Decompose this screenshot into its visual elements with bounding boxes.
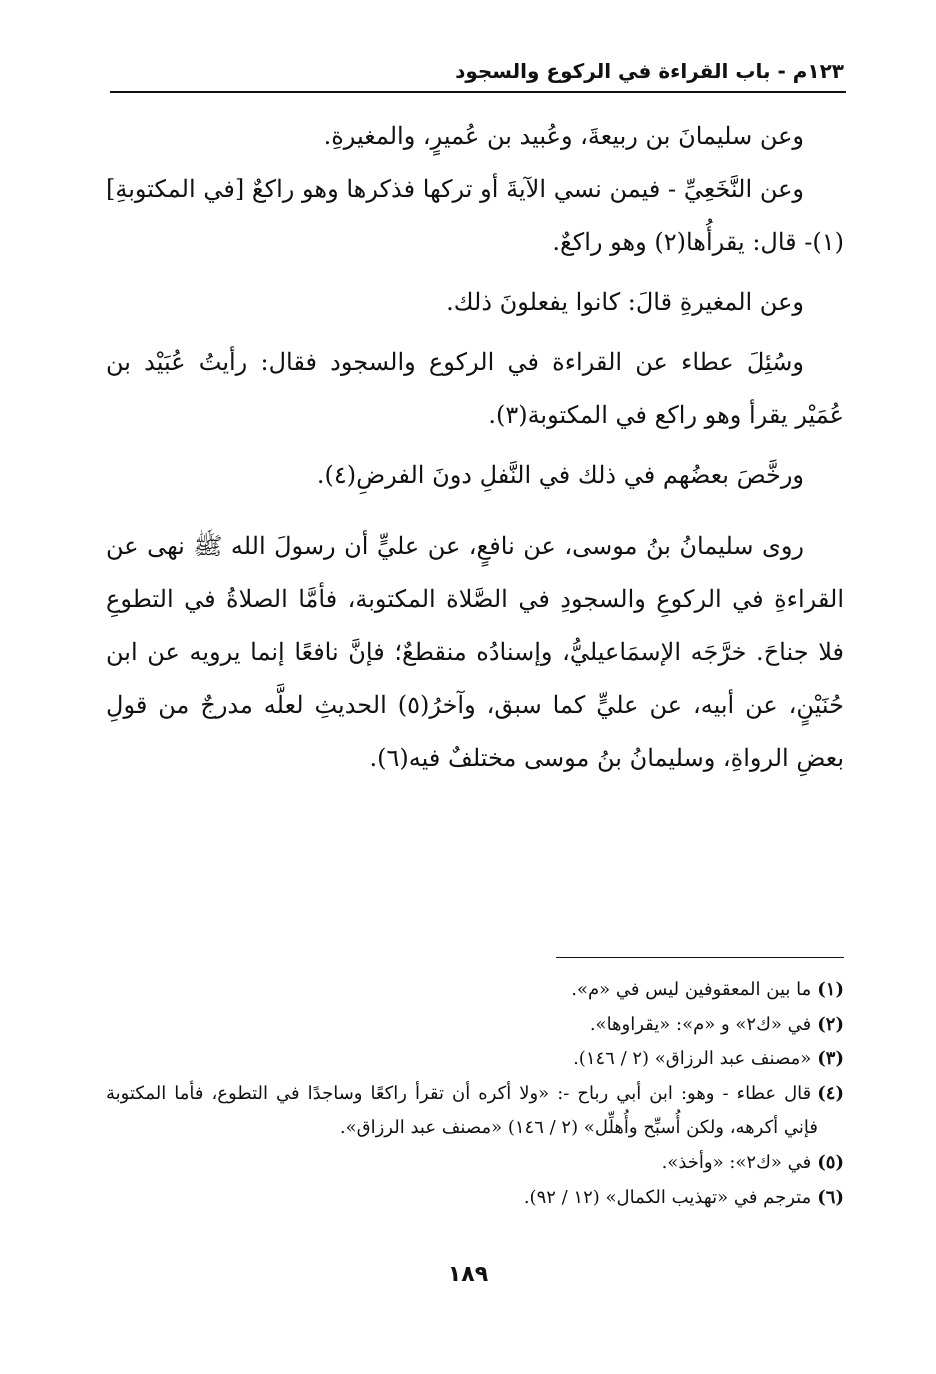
footnote-text: في «ك٢»: «وأخذ». [661, 1151, 812, 1173]
footnote [106, 1077, 844, 1146]
footnote-text: في «ك٢» و «م»: «يقراوها». [589, 1013, 812, 1035]
footnote [106, 973, 844, 1008]
paragraph: وعن سليمانَ بن ربيعةَ، وعُبيد بن عُميرٍ، والمغيرةِ. [323, 122, 804, 150]
paragraph: وعن النَّخَعِيِّ - فيمن نسي الآيةَ أو تركها فذكرها وهو راكعٌ [في المكتوبةِ] (١)- قال: يقرأُها(٢) وهو راكعٌ. [106, 175, 844, 256]
footnote-rule [556, 957, 844, 958]
paragraph: روى سليمانُ بنُ موسى، عن نافعٍ، عن عليٍّ أن رسولَ الله ﷺ نهى عن القراءةِ في الركوعِ والسجودِ في الصَّلاة المكتوبة، فأمَّا الصلاةُ في التطوعِ فلا جناحَ. خرَّجَه الإسمَاعيليُّ، وإسنادُه منقطعٌ؛ فإنَّ نافعًا إنما يرويه عن ابن حُنَيْنٍ، عن أبيه، عن عليٍّ كما سبق، وآخرُ(٥) الحديثِ لعلَّه مدرجٌ من قولِ بعضِ الرواةِ، وسليمانُ بنُ موسى مختلفٌ فيه(٦). [106, 532, 844, 772]
footnote-number: (٢) [817, 1013, 844, 1035]
footnote-number: (٤) [817, 1082, 844, 1104]
running-title: ١٢٣م - باب القراءة في الركوع والسجود [455, 59, 844, 83]
footnote [106, 1181, 844, 1216]
paragraph: ورخَّصَ بعضُهم في ذلك في النَّفلِ دونَ الفرضِ(٤). [316, 461, 804, 489]
footnote-number: (٦) [817, 1186, 844, 1208]
footnote-text: «مصنف عبد الرزاق» (٢ / ١٤٦). [573, 1048, 812, 1070]
footnote-text: قال عطاء - وهو: ابن أبي رباح -: «ولا أكره أن تقرأ راكعًا وساجدًا في التطوع، فأما المكتوبة فإني أكرهه، ولكن أُسبِّح وأُهلِّل» (٢ / ١٤٦) «مصنف عبد الرزاق». [106, 1082, 818, 1139]
footnote [106, 1008, 844, 1043]
paragraph: وعن المغيرةِ قالَ: كانوا يفعلونَ ذلك. [446, 288, 804, 316]
footnotes [106, 973, 844, 1215]
footnote-text: مترجم في «تهذيب الكمال» (١٢ / ٩٢). [523, 1186, 812, 1208]
footnote-text: ما بين المعقوفين ليس في «م». [571, 979, 812, 1000]
footnote-number: (٥) [817, 1151, 844, 1173]
footnote [106, 1042, 844, 1077]
footnote-number: (٣) [817, 1048, 844, 1070]
footnote-number: (١) [817, 979, 844, 1000]
main-text [106, 110, 844, 792]
footnote [106, 1146, 844, 1181]
header-rule [110, 91, 846, 93]
paragraph: وسُئِلَ عطاء عن القراءة في الركوع والسجود فقال: رأيتُ عُبَيْد بن عُمَيْر يقرأ وهو راكع في المكتوبة(٣). [106, 348, 844, 429]
page-number: ١٨٩ [447, 1262, 489, 1287]
